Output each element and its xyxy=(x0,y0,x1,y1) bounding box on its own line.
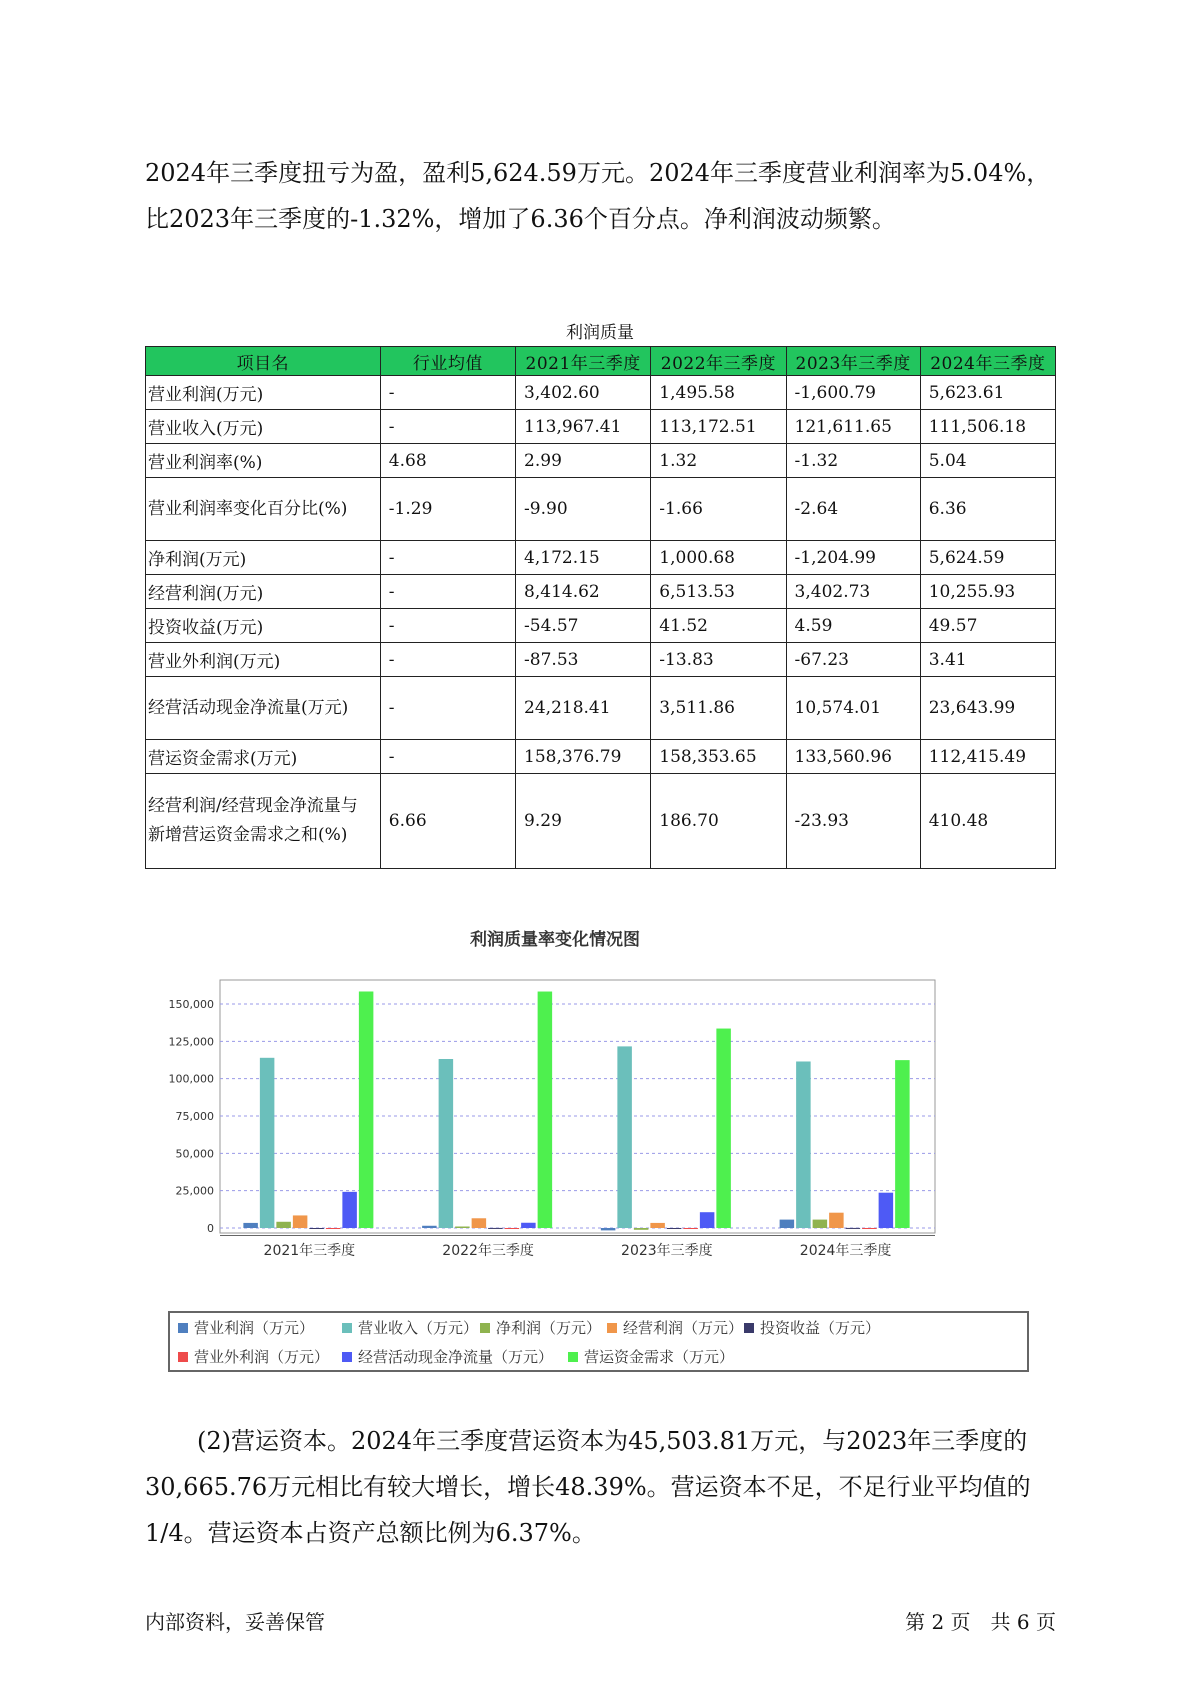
table-row xyxy=(146,541,1056,575)
chart-title: 利润质量率变化情况图 xyxy=(470,930,640,950)
x-tick-label: 2021年三季度 xyxy=(263,1243,356,1259)
table-cell: 1,495.58 xyxy=(651,376,786,410)
bar-6-2 xyxy=(505,1228,520,1229)
table-cell: -9.90 xyxy=(516,478,651,541)
y-tick-label: 150,000 xyxy=(168,998,214,1011)
legend-label: 营业收入（万元） xyxy=(358,1319,479,1337)
bar-2-4 xyxy=(796,1061,811,1228)
bar-8-4 xyxy=(895,1060,910,1228)
bar-5-1 xyxy=(309,1228,324,1229)
table-cell: -1.66 xyxy=(651,478,786,541)
table-cell: 9.29 xyxy=(516,774,651,869)
table-cell: -87.53 xyxy=(516,643,651,677)
row-label: 营运资金需求(万元) xyxy=(146,740,381,774)
table-cell: -54.57 xyxy=(516,609,651,643)
table-row xyxy=(146,575,1056,609)
table-cell: 24,218.41 xyxy=(516,677,651,740)
table-cell: -1.29 xyxy=(380,478,515,541)
table-cell: 113,172.51 xyxy=(651,410,786,444)
table-row xyxy=(146,774,1056,869)
bar-5-3 xyxy=(667,1228,682,1229)
header-2021q3: 2021年三季度 xyxy=(516,347,651,376)
table-cell: 112,415.49 xyxy=(920,740,1055,774)
legend-item xyxy=(607,1317,743,1338)
bar-1-4 xyxy=(780,1220,795,1228)
row-label: 营业利润率变化百分比(%) xyxy=(146,478,381,541)
table-cell: 111,506.18 xyxy=(920,410,1055,444)
table-cell: 121,611.65 xyxy=(786,410,920,444)
table-cell: -1.32 xyxy=(786,444,920,478)
y-tick-label: 0 xyxy=(207,1222,214,1235)
row-label: 投资收益(万元) xyxy=(146,609,381,643)
legend-item xyxy=(744,1317,880,1338)
x-tick-label: 2022年三季度 xyxy=(442,1243,534,1259)
y-tick-label: 25,000 xyxy=(175,1184,214,1198)
row-label: 营业利润率(%) xyxy=(146,444,381,478)
table-cell: 10,255.93 xyxy=(920,575,1055,609)
table-cell: 186.70 xyxy=(651,774,786,869)
bar-1-3 xyxy=(601,1228,616,1230)
table-cell: - xyxy=(380,410,515,444)
legend-label: 净利润（万元） xyxy=(496,1319,602,1337)
bar-3-1 xyxy=(276,1222,291,1228)
bar-6-4 xyxy=(862,1228,877,1229)
chart-svg xyxy=(145,925,1055,1310)
table-cell: - xyxy=(380,376,515,410)
legend-swatch xyxy=(178,1323,188,1333)
table-cell: 5.04 xyxy=(920,444,1055,478)
header-2022q3: 2022年三季度 xyxy=(651,347,786,376)
y-tick-label: 100,000 xyxy=(168,1072,214,1086)
table-row xyxy=(146,444,1056,478)
table-cell: 6.36 xyxy=(920,478,1055,541)
header-item-name: 项目名 xyxy=(146,347,381,376)
table-cell: 6.66 xyxy=(380,774,515,869)
bar-5-4 xyxy=(846,1228,861,1229)
bar-3-2 xyxy=(455,1227,470,1228)
footer-confidential: 内部资料，妥善保管 xyxy=(145,1610,325,1634)
bar-4-2 xyxy=(472,1218,487,1228)
table-cell: 133,560.96 xyxy=(786,740,920,774)
table-cell: 3,402.60 xyxy=(516,376,651,410)
row-label: 经营利润/经营现金净流量与新增营运资金需求之和(%) xyxy=(146,774,381,869)
bar-7-1 xyxy=(342,1192,357,1228)
table-cell: 5,624.59 xyxy=(920,541,1055,575)
table-cell: -67.23 xyxy=(786,643,920,677)
table-cell: -1,204.99 xyxy=(786,541,920,575)
legend-swatch xyxy=(480,1323,490,1333)
table-cell: 41.52 xyxy=(651,609,786,643)
table-cell: - xyxy=(380,677,515,740)
table-cell: 1,000.68 xyxy=(651,541,786,575)
bar-1-1 xyxy=(243,1223,258,1228)
table-cell: 4,172.15 xyxy=(516,541,651,575)
bar-4-4 xyxy=(829,1213,844,1228)
y-tick-label: 50,000 xyxy=(175,1147,214,1161)
table-cell: 113,967.41 xyxy=(516,410,651,444)
legend-label: 营业利润（万元） xyxy=(194,1319,315,1337)
bar-7-2 xyxy=(521,1223,536,1228)
legend-swatch xyxy=(744,1323,754,1333)
legend-swatch xyxy=(607,1323,617,1333)
legend-item xyxy=(480,1317,601,1338)
table-cell: 2.99 xyxy=(516,444,651,478)
y-tick-label: 125,000 xyxy=(168,1035,214,1049)
table-cell: - xyxy=(380,609,515,643)
legend-swatch xyxy=(568,1352,578,1362)
bar-3-3 xyxy=(634,1228,649,1230)
table-cell: 8,414.62 xyxy=(516,575,651,609)
table-title: 利润质量 xyxy=(566,323,634,343)
table-row xyxy=(146,740,1056,774)
x-tick-label: 2024年三季度 xyxy=(799,1243,892,1259)
table-cell: -23.93 xyxy=(786,774,920,869)
legend-label: 营业外利润（万元） xyxy=(194,1348,330,1366)
table-cell: 4.59 xyxy=(786,609,920,643)
bar-8-1 xyxy=(359,991,374,1228)
legend-label: 经营活动现金净流量（万元） xyxy=(358,1348,554,1366)
table-cell: 6,513.53 xyxy=(651,575,786,609)
header-2023q3: 2023年三季度 xyxy=(786,347,920,376)
table-cell: -13.83 xyxy=(651,643,786,677)
footer-page-number: 第 2 页 共 6 页 xyxy=(905,1610,1056,1634)
table-cell: 410.48 xyxy=(920,774,1055,869)
y-tick-label: 75,000 xyxy=(175,1110,214,1123)
bar-8-2 xyxy=(538,992,553,1228)
table-cell: 5,623.61 xyxy=(920,376,1055,410)
table-cell: 1.32 xyxy=(651,444,786,478)
legend-swatch xyxy=(178,1352,188,1362)
legend-item xyxy=(342,1346,553,1367)
paragraph-working-capital: (2)营运资本。2024年三季度营运资本为45,503.81万元，与2023年三季度的30,665.76万元相比有较大增长，增长48.39%。营运资本不足，不足行业平均值的1/4。营运资本占资产总额比例为6.37%。 xyxy=(145,1427,1031,1547)
bar-2-2 xyxy=(439,1059,454,1228)
table-cell: - xyxy=(380,575,515,609)
x-tick-label: 2023年三季度 xyxy=(621,1243,713,1259)
table-cell: 3,511.86 xyxy=(651,677,786,740)
legend-item xyxy=(342,1317,478,1338)
bar-6-3 xyxy=(683,1228,698,1229)
bar-7-4 xyxy=(879,1193,894,1228)
table-row xyxy=(146,609,1056,643)
legend-swatch xyxy=(342,1352,352,1362)
legend-swatch xyxy=(342,1323,352,1333)
bar-5-2 xyxy=(488,1228,503,1229)
table-cell: 49.57 xyxy=(920,609,1055,643)
profit-quality-table xyxy=(145,346,1056,869)
bar-8-3 xyxy=(716,1029,731,1228)
table-row xyxy=(146,643,1056,677)
table-cell: - xyxy=(380,541,515,575)
legend-label: 经营利润（万元） xyxy=(623,1319,744,1337)
legend-item xyxy=(178,1346,329,1367)
table-cell: 3.41 xyxy=(920,643,1055,677)
table-row xyxy=(146,478,1056,541)
row-label: 净利润(万元) xyxy=(146,541,381,575)
table-cell: 23,643.99 xyxy=(920,677,1055,740)
legend-item xyxy=(568,1346,734,1367)
table-cell: 10,574.01 xyxy=(786,677,920,740)
table-cell: -1,600.79 xyxy=(786,376,920,410)
table-row xyxy=(146,376,1056,410)
table-cell: 4.68 xyxy=(380,444,515,478)
legend-label: 投资收益（万元） xyxy=(760,1319,881,1337)
table-row xyxy=(146,410,1056,444)
table-cell: 3,402.73 xyxy=(786,575,920,609)
table-row xyxy=(146,677,1056,740)
table-header-row xyxy=(146,347,1056,376)
table-cell: - xyxy=(380,643,515,677)
paragraph-profit-summary: 2024年三季度扭亏为盈，盈利5,624.59万元。2024年三季度营业利润率为5.04%，比2023年三季度的-1.32%，增加了6.36个百分点。净利润波动频繁。 xyxy=(145,159,1051,233)
plot-area xyxy=(220,980,935,1233)
row-label: 营业收入(万元) xyxy=(146,410,381,444)
bar-1-2 xyxy=(422,1226,437,1228)
bar-2-3 xyxy=(617,1046,632,1228)
table-cell: 158,353.65 xyxy=(651,740,786,774)
bar-7-3 xyxy=(700,1212,715,1228)
bar-4-3 xyxy=(650,1223,665,1228)
table-cell: -2.64 xyxy=(786,478,920,541)
header-2024q3: 2024年三季度 xyxy=(920,347,1055,376)
row-label: 营业外利润(万元) xyxy=(146,643,381,677)
row-label: 经营利润(万元) xyxy=(146,575,381,609)
table-cell: - xyxy=(380,740,515,774)
bar-3-4 xyxy=(813,1220,828,1228)
row-label: 营业利润(万元) xyxy=(146,376,381,410)
legend-item xyxy=(178,1317,314,1338)
bar-4-1 xyxy=(293,1215,308,1228)
bar-6-1 xyxy=(326,1228,341,1229)
table-cell: 158,376.79 xyxy=(516,740,651,774)
legend-label: 营运资金需求（万元） xyxy=(584,1348,735,1366)
chart-legend xyxy=(168,1311,1029,1372)
bar-2-1 xyxy=(260,1058,275,1228)
row-label: 经营活动现金净流量(万元) xyxy=(146,677,381,740)
header-industry-avg: 行业均值 xyxy=(380,347,515,376)
